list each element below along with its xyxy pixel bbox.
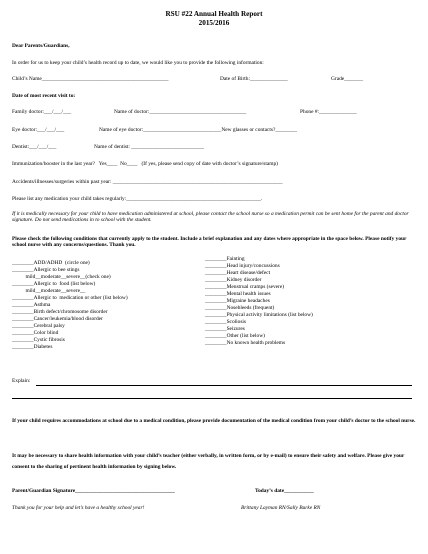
- explain-label: Explain:: [12, 378, 31, 384]
- eye-doctor-name-field[interactable]: Name of eye doctor:_____________________________New glasses or contacts?________: [99, 127, 297, 133]
- dentist-name-field[interactable]: Name of dentist: ___________________________: [94, 144, 205, 150]
- date-of-birth-field[interactable]: Date of Birth:______________: [220, 76, 288, 82]
- condition-cystic-fibrosis[interactable]: ________Cystic fibrosis: [12, 337, 65, 343]
- condition-fainting[interactable]: ________Fainting: [205, 256, 245, 262]
- form-year: 2015/2016: [198, 19, 230, 27]
- condition-nosebleeds[interactable]: ________Nosebleeds (frequent): [205, 305, 275, 311]
- condition-medication-allergy[interactable]: ________Allergic to medication or other (list below): [12, 295, 128, 301]
- conditions-left-list: [12, 260, 128, 351]
- accidents-field[interactable]: Accidents/illnesses/surgeries within past year: _______________________________________________________________: [12, 179, 283, 185]
- condition-mental-health[interactable]: ________Mental health issues: [205, 291, 271, 297]
- grade-field[interactable]: Grade_______: [331, 76, 364, 82]
- condition-heart-disease[interactable]: ________Heart disease/defect: [205, 270, 271, 276]
- consent-text: It may be necessary to share health information with your child’s teacher (either verbally, in written form, or by e-mail) to ensure their safety and welfare. Please give your consent to the sharing of pertinent health information by signing below.: [12, 453, 405, 471]
- condition-scoliosis[interactable]: ________Scoliosis: [205, 319, 247, 325]
- condition-menstrual-cramps[interactable]: ________Menstrual cramps (severe): [205, 284, 285, 290]
- condition-food-allergy[interactable]: ________Allergic to food (list below): [12, 281, 96, 287]
- conditions-intro: Please check the following conditions that currently apply to the student. Include a brief explanation and any dates where appropriate in the space below. Please notify your school nurse with any concerns/questions. Thank you.: [12, 236, 407, 249]
- condition-cancer[interactable]: ________Cancer/leukemia/blood disorder: [12, 316, 103, 322]
- recent-visit-label: Date of most recent visit to:: [12, 93, 76, 99]
- medication-note: If it is medically necessary for your child to have medication administered at school, please contact the school nurse so a medication permit can be sent home for the parent and doctor signature. Do not send medications in to school with the student.: [12, 211, 409, 224]
- todays-date-field[interactable]: Today’s date___________: [255, 488, 314, 494]
- explain-line-1[interactable]: [36, 385, 412, 386]
- condition-diabetes[interactable]: ________Diabetes: [12, 344, 53, 350]
- condition-migraine[interactable]: ________Migraine headaches: [205, 298, 270, 304]
- child-name-field[interactable]: Child’s Name_______________________________________________: [12, 76, 169, 82]
- condition-cerebral-palsy[interactable]: ________Cerebral palsy: [12, 323, 65, 329]
- condition-kidney-disorder[interactable]: ________Kidney disorder: [205, 277, 262, 283]
- conditions-right-list: [205, 256, 313, 347]
- thank-you-note: Thank you for your help and let’s have a healthy school year!: [12, 505, 145, 511]
- condition-add-adhd[interactable]: ________ADD/ADHD (circle one): [12, 260, 90, 266]
- family-doctor-date-field[interactable]: Family doctor:___/___/___: [12, 109, 72, 115]
- parent-signature-field[interactable]: Parent/Guardian Signature_____________________________________: [12, 488, 175, 494]
- condition-none[interactable]: ________No known health problems: [205, 340, 286, 346]
- condition-birth-defect[interactable]: ________Birth defect/chromosome disorder: [12, 309, 108, 315]
- explain-line-2[interactable]: [12, 398, 412, 399]
- eye-doctor-date-field[interactable]: Eye doctor:___/___/___: [12, 127, 65, 133]
- condition-activity-limitations[interactable]: ________Physical activity limitations (list below): [205, 312, 313, 318]
- immunization-field[interactable]: Immunization/booster in the last year? Yes____ No____ (If yes, please send copy of date with doctor’s signature/stamp): [12, 161, 278, 167]
- medications-field[interactable]: Please list any medication your child takes regularly:__________________________________________________.: [12, 196, 263, 202]
- phone-field[interactable]: Phone #:______________: [300, 109, 357, 115]
- dentist-date-field[interactable]: Dentist:___/___/___: [12, 144, 57, 150]
- accommodations-text: If your child requires accommodations at school due to a medical condition, please provide documentation of the medical condition from your child’s doctor to the school nurse.: [12, 418, 416, 424]
- form-title: RSU #22 Annual Health Report: [165, 10, 263, 18]
- nurse-names: Brittany Layman RN/Sally Burke RN: [241, 505, 321, 511]
- condition-food-allergy-severity[interactable]: mild__moderate__severe__: [12, 288, 86, 294]
- condition-other[interactable]: ________Other (list below): [205, 333, 265, 339]
- condition-seizures[interactable]: ________Seizures: [205, 326, 245, 332]
- salutation: Dear Parents/Guardians,: [12, 43, 70, 49]
- condition-bee-stings-severity[interactable]: mild__moderate__severe__(check one): [12, 274, 111, 280]
- intro-text: In order for us to keep your child’s health record up to date, we would like you to provide the following information:: [12, 60, 264, 66]
- condition-head-injury[interactable]: ________Head injury/concussions: [205, 263, 280, 269]
- condition-color-blind[interactable]: ________Color blind: [12, 330, 59, 336]
- doctor-name-field[interactable]: Name of doctor:____________________________________: [114, 109, 247, 115]
- condition-bee-stings[interactable]: ________Allergic to bee stings: [12, 267, 80, 273]
- condition-asthma[interactable]: ________Asthma: [12, 302, 51, 308]
